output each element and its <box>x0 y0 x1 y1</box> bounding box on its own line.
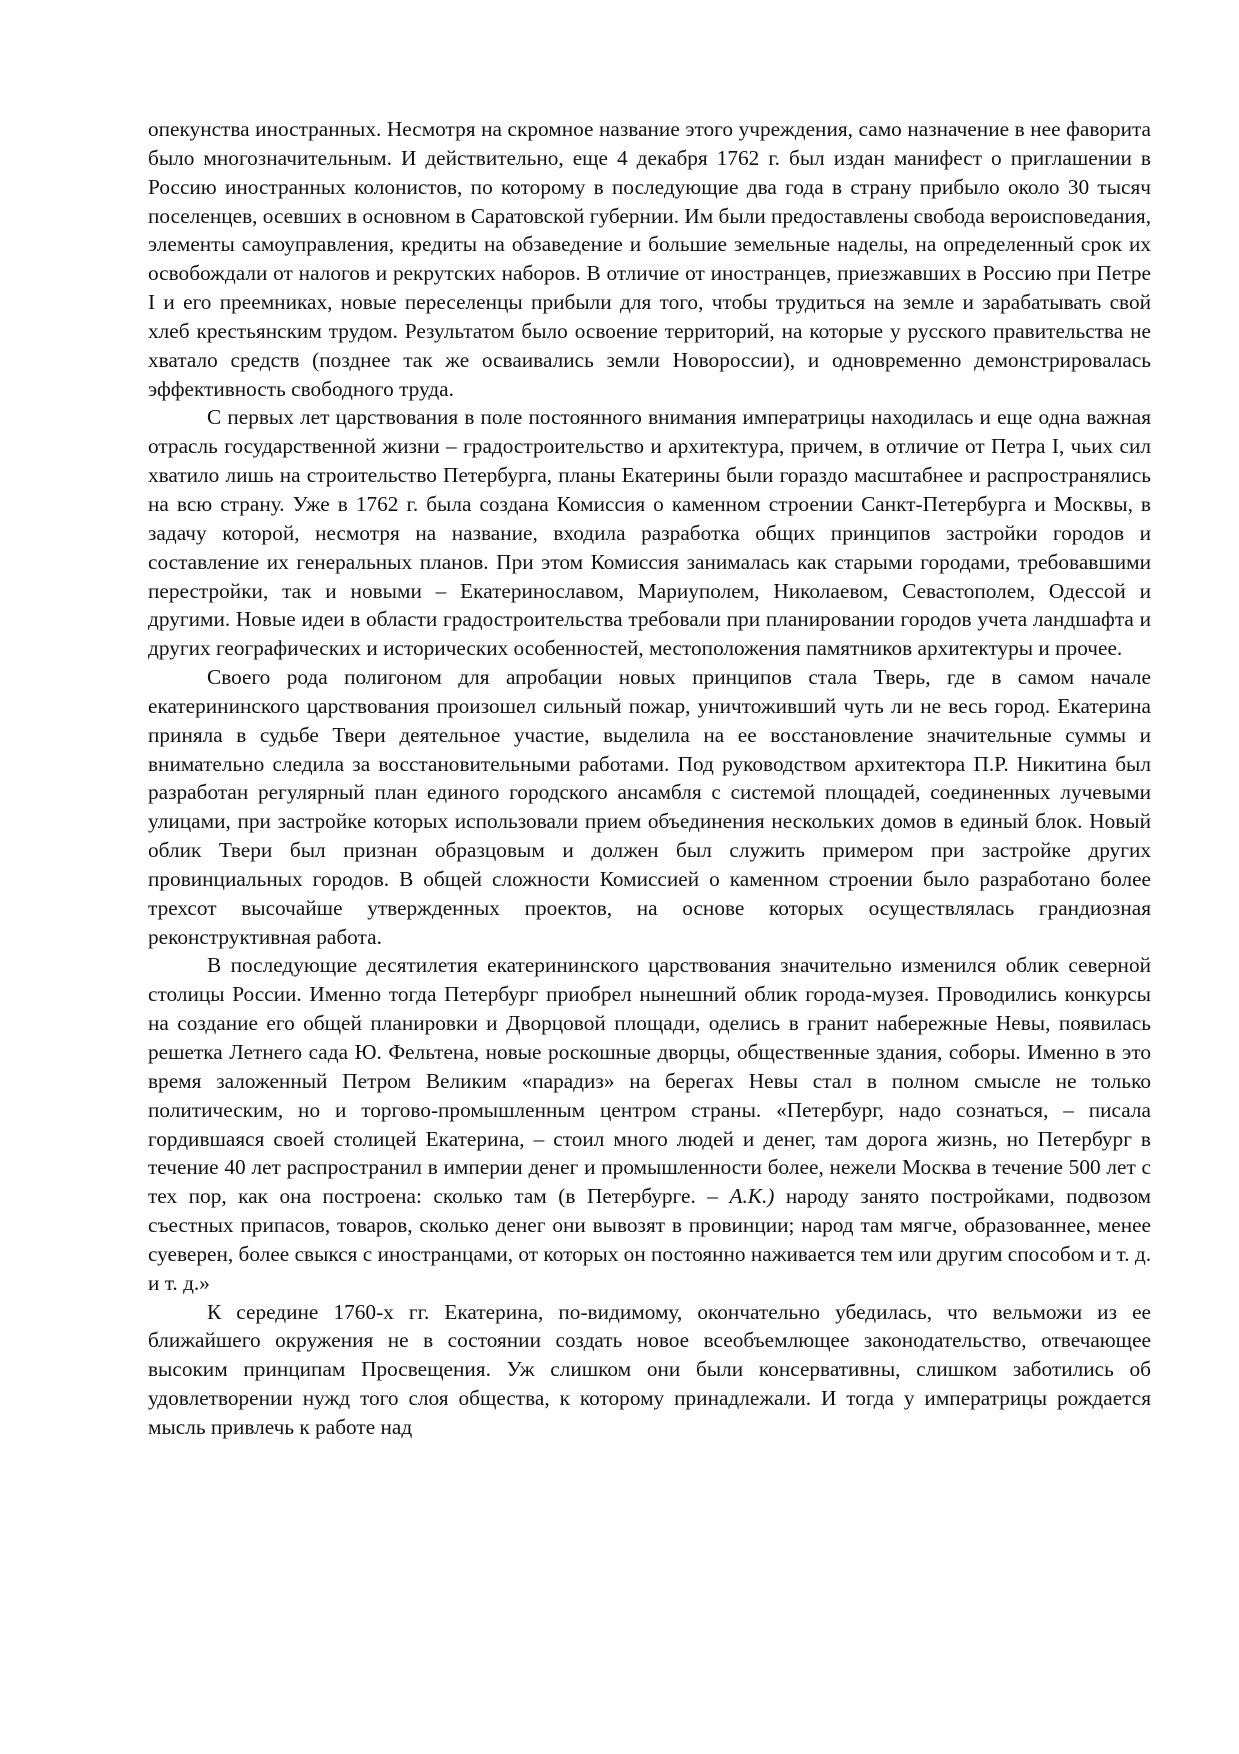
paragraph-4-text-after: народу занято постройками, подвозом съестных припасов, товаров, сколько денег они вывозят в провинции; народ там мягче, образованнее, менее суеверен, более свыкся с иностранцами, от которых он постоянно наживается тем или другим способом и т. д. и т. д.» <box>148 1184 1152 1295</box>
paragraph-4-author-initials: А.К.) <box>729 1184 775 1209</box>
paragraph-2: С первых лет царствования в поле постоянного внимания императрицы находилась и еще одна важная отрасль государственной жизни – градостроительство и архитектура, причем, в отличие от Петра I, чьих сил хватило лишь на строительство Петербурга, планы Екатерины были гораздо масштабнее и распространялись на всю страну. Уже в 1762 г. была создана Комиссия о каменном строении Санкт-Петербурга и Москвы, в задачу которой, несмотря на название, входила разработка общих принципов застройки городов и составление их генеральных планов. При этом Комиссия занималась как старыми городами, требовавшими перестройки, так и новыми – Екатеринославом, Мариуполем, Николаевом, Севастополем, Одессой и другими. Новые идеи в области градостроительства требовали при планировании городов учета ландшафта и других географических и исторических особенностей, местоположения памятников архитектуры и прочее. <box>148 405 1151 661</box>
paragraph-1: опекунства иностранных. Несмотря на скромное название этого учреждения, само назначение в нее фаворита было многозначительным. И действительно, еще 4 декабря 1762 г. был издан манифест о приглашении в Россию иностранных колонистов, по которому в последующие два года в страну прибыло около 30 тысяч поселенцев, осевших в основном в Саратовской губернии. Им были предоставлены свобода вероисповедания, элементы самоуправления, кредиты на обзаведение и большие земельные наделы, на определенный срок их освобождали от налогов и рекрутских наборов. В отличие от иностранцев, приезжавших в Россию при Петре I и его преемниках, новые переселенцы прибыли для того, чтобы трудиться на земле и зарабатывать свой хлеб крестьянским трудом. Результатом было освоение территорий, на которые у русского правительства не хватало средств (позднее так же осваивались земли Новороссии), и одновременно демонстрировалась эффективность свободного труда. <box>148 117 1152 401</box>
paragraph-4-text-before: В последующие десятилетия екатерининского царствования значительно изменился облик северной столицы России. Именно тогда Петербург приобрел нынешний облик города-музея. Проводились конкурсы на создание его общей планировки и Дворцовой площади, оделись в гранит набережные Невы, появилась решетка Летнего сада Ю. Фельтена, новые роскошные дворцы, общественные здания, соборы. Именно в это время заложенный Петром Великим «парадиз» на берегах Невы стал в полном смысле не только политическим, но и торгово-промышленным центром страны. «Петербург, надо сознаться, – писала гордившаяся своей столицей Екатерина, – стоил много людей и денег, там дорога жизнь, но Петербург в течение 40 лет распространил в империи денег и промышленности более, нежели Москва в течение 500 лет с тех пор, как она построена: сколько там (в Петербурге. – <box>148 953 1151 1209</box>
document-page <box>148 115 1151 1442</box>
paragraph-5: К середине 1760-х гг. Екатерина, по-видимому, окончательно убедилась, что вельможи из ее ближайшего окружения не в состоянии создать новое всеобъемлющее законодательство, отвечающее высоким принципам Просвещения. Уж слишком они были консервативны, слишком заботились об удовлетворении нужд того слоя общества, к которому принадлежали. И тогда у императрицы рождается мысль привлечь к работе над <box>148 1299 1151 1439</box>
paragraph-4 <box>148 951 1151 1297</box>
paragraph-3: Своего рода полигоном для апробации новых принципов стала Тверь, где в самом начале екатерининского царствования произошел сильный пожар, уничтоживший чуть ли не весь город. Екатерина приняла в судьбе Твери деятельное участие, выделила на ее восстановление значительные суммы и внимательно следила за восстановительными работами. Под руководством архитектора П.Р. Никитина был разработан регулярный план единого городского ансамбля с системой площадей, соединенных лучевыми улицами, при застройке которых использовали прием объединения нескольких домов в единый блок. Новый облик Твери был признан образцовым и должен был служить примером при застройке других провинциальных городов. В общей сложности Комиссией о каменном строении было разработано более трехсот высочайше утвержденных проектов, на основе которых осуществлялась грандиозная реконструктивная работа. <box>148 665 1151 949</box>
